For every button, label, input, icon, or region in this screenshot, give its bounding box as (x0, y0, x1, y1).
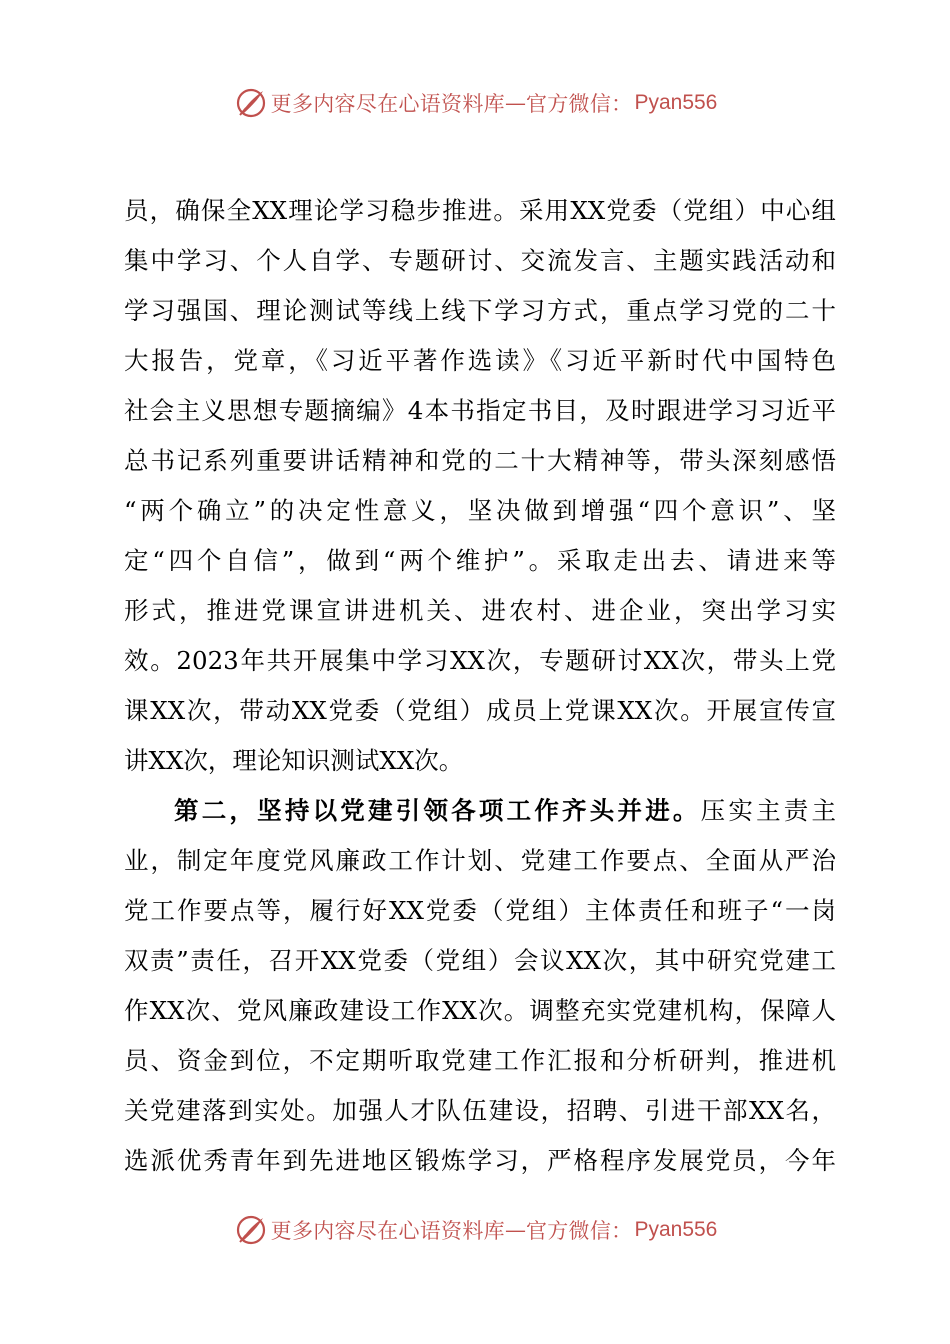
text-line: 定“四个自信”，做到“两个维护”。采取走出去、请进来等 (124, 546, 836, 575)
text-line: 双责”责任，召开XX党委（党组）会议XX次，其中研究党建工 (124, 946, 836, 975)
text-line: 学习强国、理论测试等线上线下学习方式，重点学习党的二十 (124, 296, 836, 325)
footer-wechat-id: Pyan556 (634, 1218, 718, 1241)
text-line: 总书记系列重要讲话精神和党的二十大精神等，带头深刻感悟 (124, 446, 836, 475)
text-line: 效。2023年共开展集中学习XX次，专题研讨XX次，带头上党 (124, 646, 836, 675)
paragraph-2-first-line-rest: 压实主责主 (700, 796, 836, 825)
quill-logo-icon (233, 1212, 269, 1248)
text-line: 讲XX次，理论知识测试XX次。 (124, 746, 464, 775)
footer-banner-text: 更多内容尽在心语资料库 (270, 1219, 505, 1243)
text-line: 党工作要点等，履行好XX党委（党组）主体责任和班子“一岗 (124, 896, 836, 925)
text-line: 形式，推进党课宣讲进机关、进农村、进企业，突出学习实 (124, 596, 836, 625)
text-line: 选派优秀青年到先进地区锻炼学习，严格程序发展党员，今年 (124, 1146, 836, 1175)
header-banner-text: 更多内容尽在心语资料库 (270, 92, 505, 116)
text-line: 员、资金到位，不定期听取党建工作汇报和分析研判，推进机 (124, 1046, 836, 1075)
text-line: 课XX次，带动XX党委（党组）成员上党课XX次。开展宣传宣 (124, 696, 836, 725)
header-watermark-banner (0, 81, 950, 125)
footer-banner-dash: — (504, 1218, 526, 1242)
paragraph-2-heading: 第二，坚持以党建引领各项工作齐头并进。 (174, 796, 701, 825)
paragraph-1 (124, 186, 836, 786)
header-banner-dash: — (504, 91, 526, 115)
footer-watermark-banner (0, 1208, 950, 1252)
header-wechat-label: 官方微信： (525, 92, 633, 116)
text-line: 作XX次、党风廉政建设工作XX次。调整充实党建机构，保障人 (124, 996, 836, 1025)
text-line: “两个确立”的决定性意义，坚决做到增强“四个意识”、坚 (124, 496, 836, 525)
text-line: 业，制定年度党风廉政工作计划、党建工作要点、全面从严治 (124, 846, 836, 875)
text-line: 社会主义思想专题摘编》4本书指定书目，及时跟进学习习近平 (124, 396, 836, 425)
document-body (124, 186, 836, 1186)
text-line: 大报告，党章，《习近平著作选读》《习近平新时代中国特色 (124, 346, 836, 375)
paragraph-2 (124, 786, 836, 1186)
text-line: 员，确保全XX理论学习稳步推进。采用XX党委（党组）中心组 (124, 196, 836, 225)
quill-logo-icon (233, 85, 269, 121)
text-line: 关党建落到实处。加强人才队伍建设，招聘、引进干部XX名， (124, 1096, 836, 1125)
header-wechat-id: Pyan556 (634, 91, 718, 114)
paragraph-2-first-line (124, 786, 836, 836)
footer-wechat-label: 官方微信： (525, 1219, 633, 1243)
text-line: 集中学习、个人自学、专题研讨、交流发言、主题实践活动和 (124, 246, 836, 275)
